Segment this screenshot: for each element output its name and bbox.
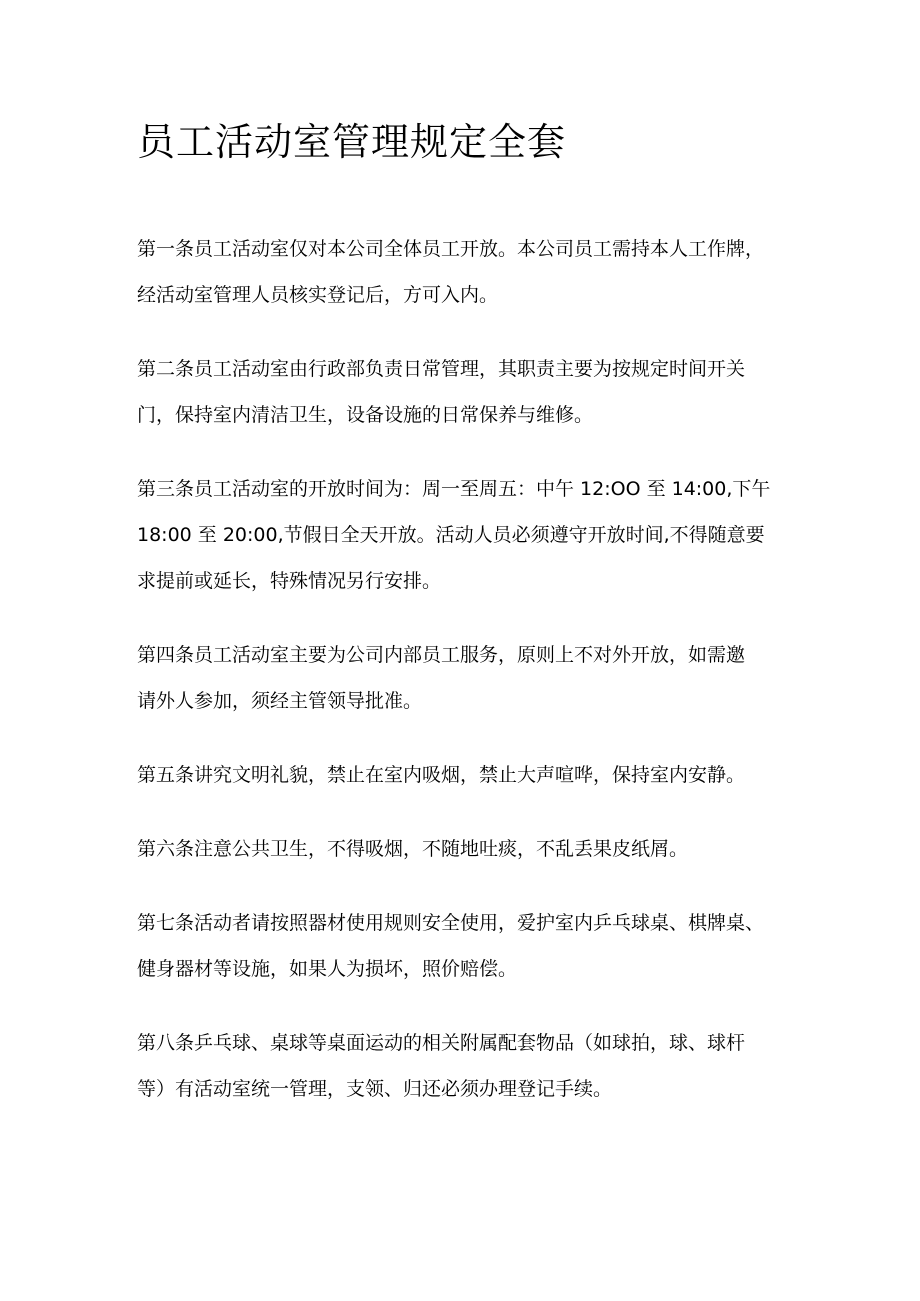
document-title: 员工活动室管理规定全套 bbox=[137, 120, 567, 164]
article-2-line-1: 第二条员工活动室由行政部负责日常管理，其职责主要为按规定时间开关 bbox=[137, 358, 746, 380]
article-7-line-2: 健身器材等设施，如果人为损坏，照价赔偿。 bbox=[137, 958, 518, 980]
article-2-line-2: 门，保持室内清洁卫生，设备设施的日常保养与维修。 bbox=[137, 404, 594, 426]
article-4-line-1: 第四条员工活动室主要为公司内部员工服务，原则上不对外开放，如需邀 bbox=[137, 644, 746, 666]
article-6-line-1: 第六条注意公共卫生，不得吸烟，不随地吐痰，不乱丢果皮纸屑。 bbox=[137, 838, 689, 860]
articles-list bbox=[137, 226, 797, 1112]
article-1 bbox=[137, 226, 797, 318]
article-1-line-2: 经活动室管理人员核实登记后，方可入内。 bbox=[137, 284, 499, 306]
article-8-line-2: 等）有活动室统一管理，支领、归还必须办理登记手续。 bbox=[137, 1078, 613, 1100]
article-3-line-1: 第三条员工活动室的开放时间为：周一至周五：中午 12:OO 至 14:00,下午 bbox=[137, 478, 771, 500]
article-3-line-3: 求提前或延长，特殊情况另行安排。 bbox=[137, 570, 442, 592]
article-5 bbox=[137, 752, 797, 798]
article-8-line-1: 第八条乒乓球、桌球等桌面运动的相关附属配套物品（如球拍，球、球杆 bbox=[137, 1032, 746, 1054]
article-7 bbox=[137, 900, 797, 992]
article-1-line-1: 第一条员工活动室仅对本公司全体员工开放。本公司员工需持本人工作牌， bbox=[137, 238, 765, 260]
article-8 bbox=[137, 1020, 797, 1112]
article-6 bbox=[137, 826, 797, 872]
article-4 bbox=[137, 632, 797, 724]
article-3-line-2: 18:00 至 20:00,节假日全天开放。活动人员必须遵守开放时间,不得随意要 bbox=[137, 524, 765, 546]
article-7-line-1: 第七条活动者请按照器材使用规则安全使用，爱护室内乒乓球桌、棋牌桌、 bbox=[137, 912, 765, 934]
article-2 bbox=[137, 346, 797, 438]
article-5-line-1: 第五条讲究文明礼貌，禁止在室内吸烟，禁止大声喧哗，保持室内安静。 bbox=[137, 764, 746, 786]
article-3 bbox=[137, 466, 797, 604]
article-4-line-2: 请外人参加，须经主管领导批准。 bbox=[137, 690, 423, 712]
